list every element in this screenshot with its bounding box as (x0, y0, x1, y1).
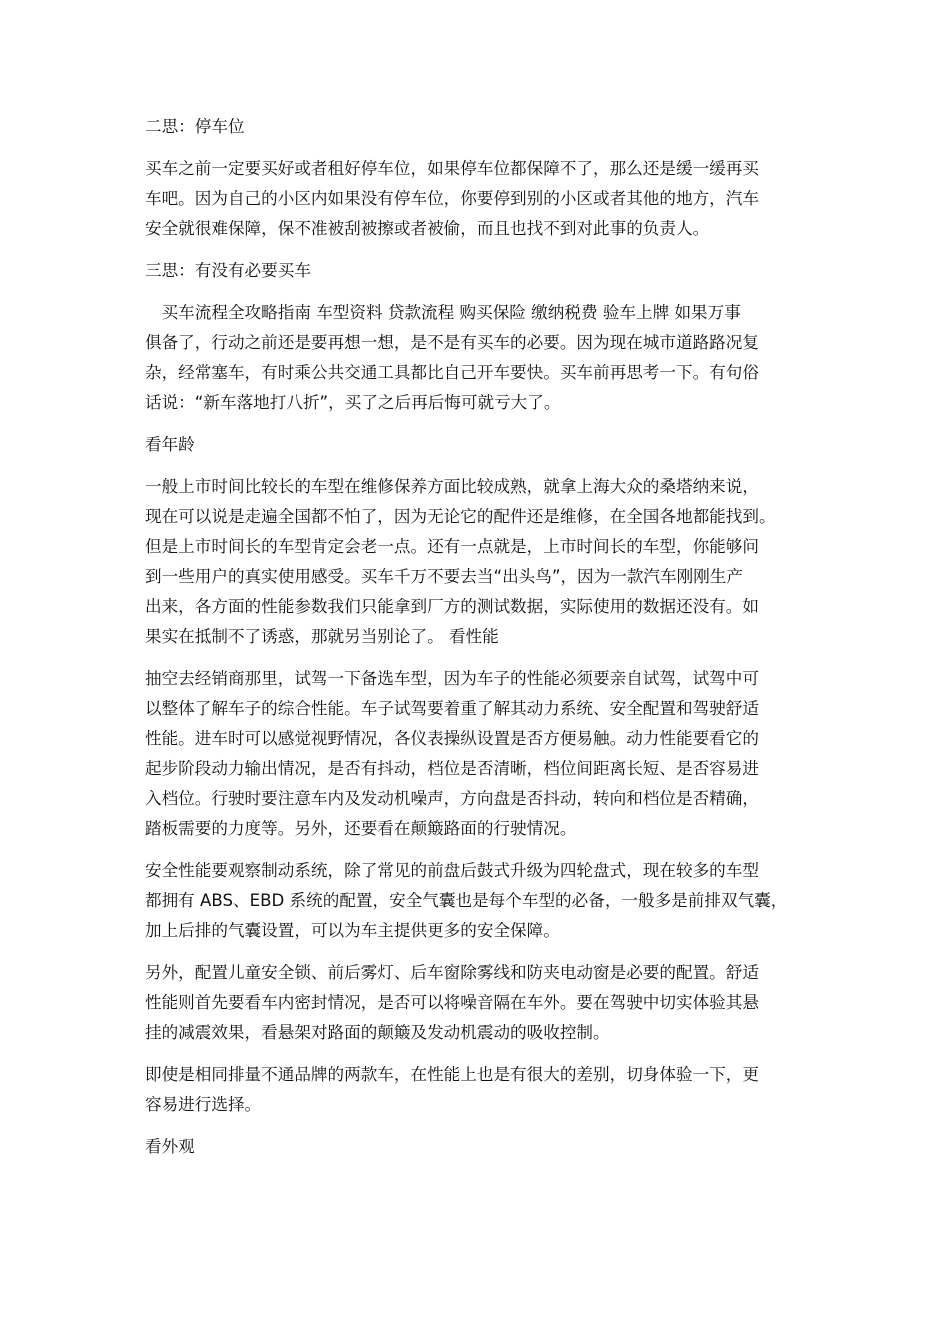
paragraph-line: 到一些用户的真实使用感受。买车千万不要去当“出头鸟”，因为一款汽车刚刚生产 (145, 567, 743, 586)
document-body (145, 112, 825, 1162)
paragraph-line: 都拥有 ABS、EBD 系统的配置，安全气囊也是每个车型的必备，一般多是前排双气囊， (145, 891, 788, 910)
paragraph-line: 现在可以说是走遍全国都不怕了，因为无论它的配件还是维修，在全国各地都能找到。 (145, 507, 776, 526)
paragraph-line: 安全就很难保障，保不准被刮被擦或者被偷，而且也找不到对此事的负责人。 (145, 219, 710, 238)
paragraph-line: 性能则首先要看车内密封情况，是否可以将噪音隔在车外。要在驾驶中切实体验其悬 (145, 993, 759, 1012)
paragraph-line: 买车流程全攻略指南 车型资料 贷款流程 购买保险 缴纳税费 验车上牌 如果万事 (145, 303, 741, 322)
paragraph-line: 起步阶段动力输出情况，是否有抖动，档位是否清晰，档位间距离长短、是否容易进 (145, 759, 759, 778)
paragraph-line: 果实在抵制不了诱惑，那就另当别论了。 看性能 (145, 627, 499, 646)
paragraph-line: 车吧。因为自己的小区内如果没有停车位，你要停到别的小区或者其他的地方，汽车 (145, 189, 759, 208)
section-heading-necessity: 三思：有没有必要买车 (145, 261, 311, 280)
paragraph-line: 但是上市时间长的车型肯定会老一点。还有一点就是，上市时间长的车型，你能够问 (145, 537, 759, 556)
paragraph-line: 挂的减震效果，看悬架对路面的颠簸及发动机震动的吸收控制。 (145, 1023, 610, 1042)
paragraph-line: 踏板需要的力度等。另外，还要看在颠簸路面的行驶情况。 (145, 819, 577, 838)
paragraph-line: 出来，各方面的性能参数我们只能拿到厂方的测试数据，实际使用的数据还没有。如 (145, 597, 759, 616)
paragraph-line: 加上后排的气囊设置，可以为车主提供更多的安全保障。 (145, 921, 560, 940)
paragraph-line: 抽空去经销商那里，试驾一下备选车型，因为车子的性能必须要亲自试驾，试驾中可 (145, 669, 759, 688)
paragraph-line: 即使是相同排量不通品牌的两款车，在性能上也是有很大的差别，切身体验一下，更 (145, 1065, 759, 1084)
paragraph-line: 以整体了解车子的综合性能。车子试驾要着重了解其动力系统、安全配置和驾驶舒适 (145, 699, 759, 718)
paragraph-line: 一般上市时间比较长的车型在维修保养方面比较成熟，就拿上海大众的桑塔纳来说， (145, 477, 759, 496)
section-heading-parking: 二思：停车位 (145, 117, 245, 136)
paragraph-line: 买车之前一定要买好或者租好停车位，如果停车位都保障不了，那么还是缓一缓再买 (145, 159, 759, 178)
paragraph-line: 性能。进车时可以感觉视野情况，各仪表操纵设置是否方便易触。动力性能要看它的 (145, 729, 759, 748)
paragraph-line: 俱备了，行动之前还是要再想一想，是不是有买车的必要。因为现在城市道路路况复 (145, 333, 759, 352)
section-heading-age: 看年龄 (145, 435, 195, 454)
paragraph-line: 另外，配置儿童安全锁、前后雾灯、后车窗除雾线和防夹电动窗是必要的配置。舒适 (145, 963, 759, 982)
paragraph-line: 话说：“新车落地打八折”，买了之后再后悔可就亏大了。 (145, 393, 561, 412)
paragraph-line: 安全性能要观察制动系统，除了常见的前盘后鼓式升级为四轮盘式，现在较多的车型 (145, 861, 759, 880)
paragraph-line: 杂，经常塞车，有时乘公共交通工具都比自己开车要快。买车前再思考一下。有句俗 (145, 363, 759, 382)
section-heading-appearance: 看外观 (145, 1137, 195, 1156)
paragraph-line: 入档位。行驶时要注意车内及发动机噪声，方向盘是否抖动，转向和档位是否精确， (145, 789, 759, 808)
paragraph-line: 容易进行选择。 (145, 1095, 262, 1114)
